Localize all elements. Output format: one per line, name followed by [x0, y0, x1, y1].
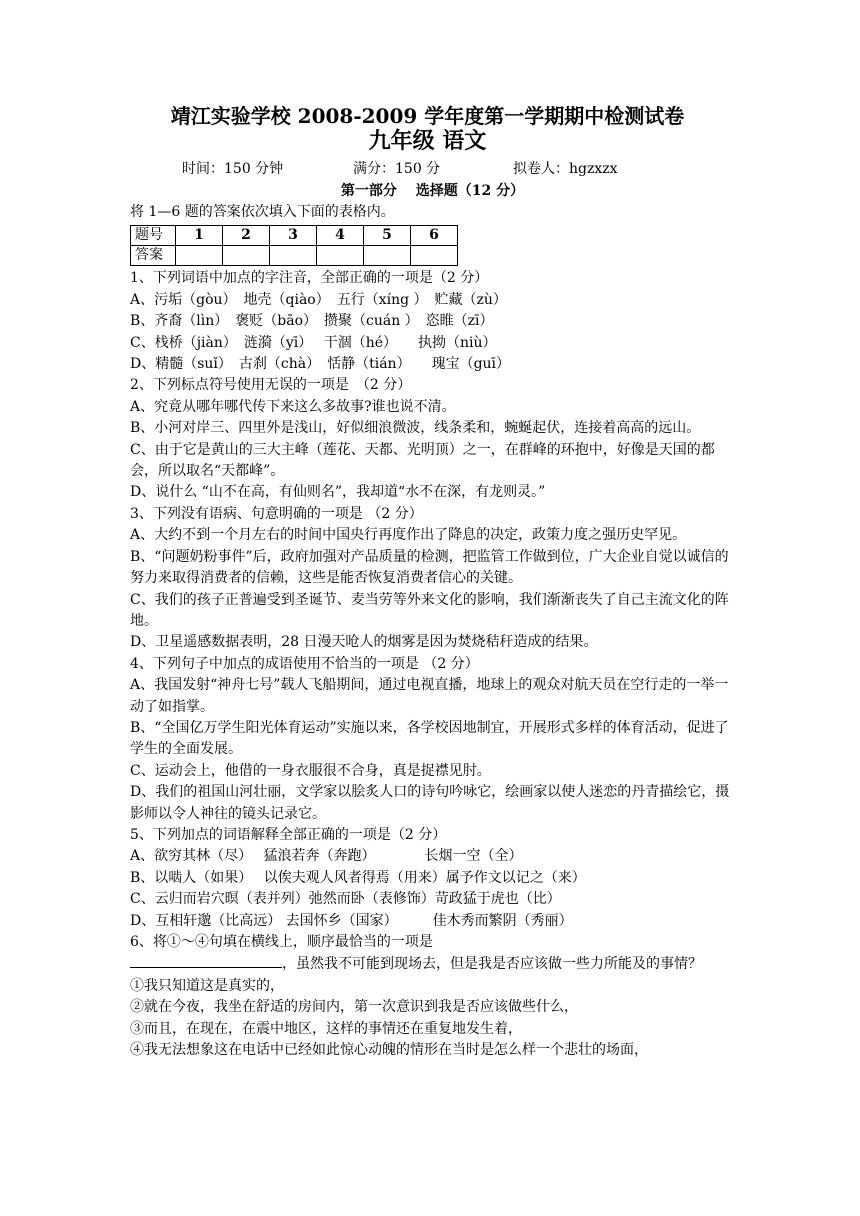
exam-title: 靖江实验学校 2008-2009 学年度第一学期期中检测试卷 — [170, 104, 685, 128]
question-6-blank-line — [130, 953, 735, 975]
question-2-option-d: D、说什么 “山不在高，有仙则名”，我却道“水不在深，有龙则灵。” — [130, 484, 546, 501]
answer-cell[interactable] — [223, 246, 270, 266]
answer-table-number: 6 — [411, 226, 458, 246]
question-2-option-c: C、由于它是黄山的三大主峰（莲花、天都、光明顶）之一，在群峰的环抱中，好像是天国的都会，所以取名“天都峰”。 — [130, 441, 715, 480]
answer-table-number: 2 — [223, 226, 270, 246]
question-6-sentence-1: ①我只知道这是真实的， — [130, 977, 284, 994]
answer-table-answer-label: 答案 — [131, 246, 176, 266]
question-5-option-c: C、云归而岩穴暝（表并列）弛然而卧（表修饰）苛政猛于虎也（比） — [130, 891, 561, 908]
question-2-option-b: B、小河对岸三、四里外是浅山，好似细浪微波，线条柔和，蜿蜒起伏，连接着高高的远山。 — [130, 420, 701, 437]
question-4-option-c: C、运动会上，他借的一身衣服很不合身，真是捉襟见肘。 — [130, 762, 491, 779]
question-5-option-d: D、互相轩邈（比高远） 去国怀乡（国家） 佳木秀而繁阴（秀丽） — [130, 912, 573, 929]
question-3-stem: 3、下列没有语病、句意明确的一项是 （2 分） — [130, 505, 423, 522]
exam-subtitle: 九年级 语文 — [368, 128, 487, 154]
answer-table-number: 3 — [270, 226, 317, 246]
question-6-sentence-3: ③而且，在现在，在震中地区，这样的事情还在重复地发生着， — [130, 1020, 522, 1037]
exam-author: 拟卷人：hgzxzx — [513, 161, 618, 177]
exam-content — [130, 104, 735, 1061]
section-title: 第一部分 选择题（12 分） — [340, 183, 525, 199]
section-instruction: 将 1—6 题的答案依次填入下面的表格内。 — [130, 204, 395, 220]
question-6-blank-text: ，虽然我不可能到现场去，但是我是否应该做一些力所能及的事情？ — [282, 956, 702, 973]
question-4-option-d: D、我们的祖国山河壮丽，文学家以脍炙人口的诗句吟咏它，绘画家以使人迷恋的丹青描绘它，摄影师以令人神往的镜头记录它。 — [130, 784, 730, 822]
question-4-option-b: B、“全国亿万学生阳光体育运动”实施以来，各学校因地制宜，开展形式多样的体育活动，促进了学生的全面发展。 — [130, 719, 729, 758]
question-6-sentence-2: ②就在今夜，我坐在舒适的房间内，第一次意识到我是否应该做些什么， — [130, 999, 578, 1016]
question-1-stem: 1、下列词语中加点的字注音，全部正确的一项是（2 分） — [130, 270, 489, 287]
exam-meta — [182, 158, 735, 180]
question-3-option-d: D、卫星遥感数据表明，28 日漫天呛人的烟雾是因为焚烧秸秆造成的结果。 — [130, 634, 598, 651]
question-5-stem: 5、下列加点的词语解释全部正确的一项是（2 分） — [130, 826, 447, 843]
question-1-option-b: B、齐裔（lìn） 褒贬（bāo） 攒聚（cuán ） 恣睢（zī） — [130, 313, 494, 330]
question-3-option-c: C、我们的孩子正普遍受到圣诞节、麦当劳等外来文化的影响，我们渐渐丧失了自己主流文化的阵地。 — [130, 591, 729, 629]
question-4-stem: 4、下列句子中加点的成语使用不恰当的一项是 （2 分） — [130, 655, 479, 672]
answer-table-row-numbers — [131, 226, 458, 246]
answer-cell[interactable] — [317, 246, 364, 266]
question-4-option-a: A、我国发射“神舟七号”载人飞船期间，通过电视直播，地球上的观众对航天员在空行走的一举一动了如指掌。 — [130, 677, 729, 715]
answer-table — [130, 225, 458, 266]
answer-table-number: 5 — [364, 226, 411, 246]
question-3-option-a: A、大约不到一个月左右的时间中国央行再度作出了降息的决定，政策力度之强历史罕见。 — [130, 527, 687, 544]
exam-time: 时间：150 分钟 — [182, 161, 284, 177]
question-1-option-a: A、污垢（gòu） 地壳（qiào） 五行（xíng ） 贮藏（zù） — [130, 291, 507, 308]
answer-table-number-label: 题号 — [131, 226, 176, 246]
question-6-stem: 6、将①～④句填在横线上，顺序最恰当的一项是 — [130, 934, 433, 950]
question-1-option-d: D、精髓（suǐ） 古刹（chà） 恬静（tián） 瑰宝（guī） — [130, 356, 511, 373]
answer-cell[interactable] — [364, 246, 411, 266]
answer-cell[interactable] — [270, 246, 317, 266]
answer-table-row-answers — [131, 246, 458, 266]
answer-table-number: 1 — [176, 226, 223, 246]
question-3-option-b: B、“问题奶粉事件”后，政府加强对产品质量的检测，把监管工作做到位，广大企业自觉以诚信的努力来取得消费者的信赖，这些是能否恢复消费者信心的关键。 — [130, 548, 729, 587]
question-1-option-c: C、栈桥（jiàn） 涟漪（yī） 干涸（hé） 执拗（niù） — [130, 334, 497, 351]
question-2-stem: 2、下列标点符号使用无误的一项是 （2 分） — [130, 377, 412, 394]
question-5-option-a: A、欲穷其林（尽） 猛浪若奔（奔跑） 长烟一空（全） — [130, 848, 523, 865]
answer-table-number: 4 — [317, 226, 364, 246]
fill-in-blank[interactable] — [130, 953, 282, 968]
question-5-option-b: B、以啮人（如果） 以俟夫观人风者得焉（用来）属予作文以记之（来） — [130, 869, 586, 886]
question-2-option-a: A、究竟从哪年哪代传下来这么多故事?谁也说不清。 — [130, 398, 456, 415]
question-6-sentence-4: ④我无法想象这在电话中已经如此惊心动魄的情形在当时是怎么样一个悲壮的场面， — [130, 1042, 648, 1059]
exam-score: 满分：150 分 — [353, 161, 441, 177]
answer-cell[interactable] — [176, 246, 223, 266]
answer-cell[interactable] — [411, 246, 458, 266]
